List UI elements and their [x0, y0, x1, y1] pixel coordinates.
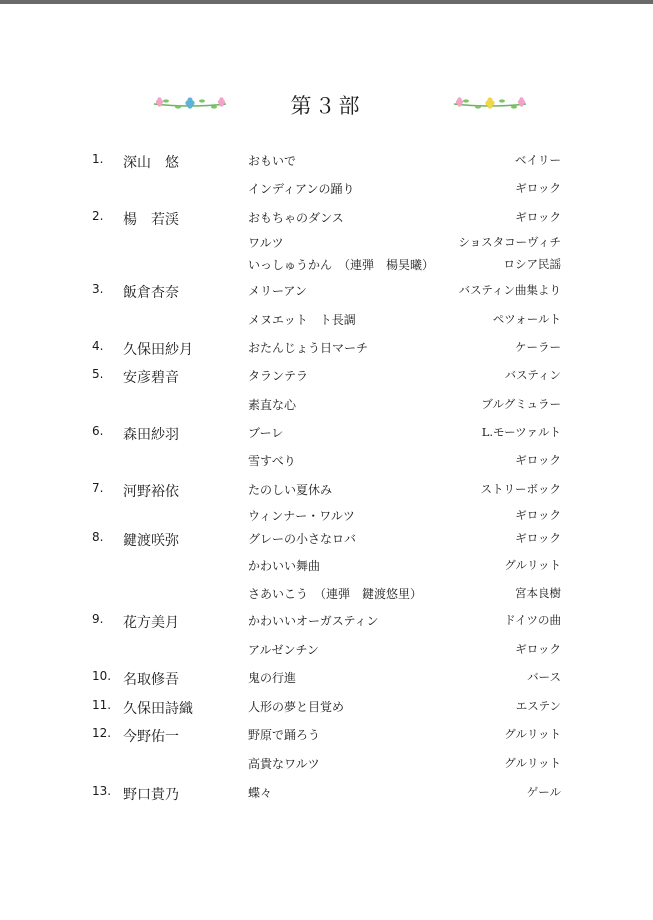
- piece-title: ワルツ: [248, 236, 284, 250]
- program-row: [0, 507, 653, 529]
- composer-name: バース: [527, 670, 561, 684]
- program-row: [0, 282, 653, 304]
- performer-name: 野口貴乃: [123, 787, 179, 803]
- entry-number: 12.: [92, 726, 112, 740]
- piece-title: 雪すべり: [248, 454, 296, 468]
- composer-name: グルリット: [504, 558, 561, 572]
- piece-title: 蝶々: [248, 786, 273, 800]
- composer-name: ベイリー: [515, 153, 561, 167]
- piece-title: タランテラ: [248, 369, 309, 383]
- performer-name: 名取修吾: [123, 672, 179, 688]
- composer-name: グルリット: [504, 756, 561, 770]
- performer-name: 安彦碧音: [123, 370, 179, 386]
- composer-name: バスティン曲集より: [458, 283, 561, 297]
- program-row: [0, 641, 653, 663]
- piece-title: 高貴なワルツ: [248, 757, 320, 771]
- piece-title: おもちゃのダンス: [248, 211, 344, 225]
- entry-number: 11.: [92, 698, 112, 712]
- program-row: [0, 396, 653, 418]
- composer-name: ギロック: [515, 181, 561, 195]
- composer-name: ストリーボック: [480, 482, 561, 496]
- entry-number: 2.: [92, 209, 104, 223]
- program-row: [0, 669, 653, 691]
- program-row: [0, 755, 653, 777]
- composer-name: ギロック: [515, 210, 561, 224]
- composer-name: ドイツの曲: [504, 613, 561, 627]
- performer-name: 森田紗羽: [123, 427, 179, 443]
- piece-title: おたんじょう日マーチ: [248, 341, 369, 355]
- piece-title: 野原で踊ろう: [248, 728, 321, 742]
- performer-name: 花方美月: [123, 615, 179, 631]
- top-border-line: [0, 0, 653, 4]
- section-heading: [0, 90, 653, 120]
- composer-name: ギロック: [515, 453, 561, 467]
- performer-name: 久保田紗月: [123, 342, 193, 358]
- entry-number: 10.: [92, 669, 112, 683]
- entry-number: 8.: [92, 530, 104, 544]
- program-row: [0, 698, 653, 720]
- flower-garland-icon: [452, 94, 528, 112]
- program-row: [0, 180, 653, 202]
- composer-name: ロシア民謡: [503, 257, 561, 271]
- composer-name: ギロック: [515, 531, 561, 545]
- program-row: [0, 726, 653, 748]
- composer-name: ギロック: [515, 508, 561, 522]
- entry-number: 6.: [92, 424, 104, 438]
- piece-title: かわいい舞曲: [248, 559, 321, 573]
- program-row: [0, 452, 653, 474]
- program-row: [0, 784, 653, 806]
- program-row: [0, 339, 653, 361]
- composer-name: ペツォールト: [492, 312, 561, 326]
- piece-title: アルゼンチン: [248, 643, 319, 657]
- piece-title: いっしゅうかん （連弾 楊昊曦）: [248, 258, 435, 272]
- program-row: [0, 367, 653, 389]
- performer-name: 鍵渡咲弥: [123, 533, 179, 549]
- composer-name: L.モーツァルト: [481, 425, 561, 439]
- composer-name: ギロック: [515, 642, 561, 656]
- program-row: [0, 311, 653, 333]
- composer-name: ブルグミュラー: [481, 397, 561, 411]
- entry-number: 7.: [92, 481, 104, 495]
- entry-number: 5.: [92, 367, 104, 381]
- piece-title: たのしい夏休み: [248, 483, 333, 497]
- piece-title: さあいこう （連弾 鍵渡悠里）: [248, 587, 423, 601]
- entry-number: 4.: [92, 339, 104, 353]
- composer-name: ショスタコーヴィチ: [458, 235, 561, 249]
- composer-name: グルリット: [504, 727, 561, 741]
- piece-title: ブーレ: [248, 426, 284, 440]
- program-row: [0, 256, 653, 278]
- program-row: [0, 424, 653, 446]
- piece-title: 鬼の行進: [248, 671, 297, 685]
- program-row: [0, 209, 653, 231]
- piece-title: ウィンナー・ワルツ: [248, 509, 355, 523]
- performer-name: 久保田詩織: [123, 701, 193, 717]
- performer-name: 深山 悠: [123, 155, 179, 171]
- composer-name: エステン: [515, 699, 561, 713]
- piece-title: メヌエット ト長調: [248, 313, 356, 327]
- entry-number: 3.: [92, 282, 104, 296]
- program-row: [0, 557, 653, 579]
- performer-name: 飯倉杏奈: [123, 285, 179, 301]
- performer-name: 河野裕依: [123, 484, 179, 500]
- program-row: [0, 530, 653, 552]
- composer-name: ケーラー: [515, 340, 561, 354]
- piece-title: おもいで: [248, 154, 297, 168]
- entry-number: 13.: [92, 784, 112, 798]
- piece-title: インディアンの踊り: [248, 182, 355, 196]
- piece-title: 素直な心: [248, 398, 297, 412]
- piece-title: メリーアン: [248, 284, 307, 298]
- program-row: [0, 481, 653, 503]
- piece-title: 人形の夢と目覚め: [248, 700, 345, 714]
- composer-name: バスティン: [504, 368, 561, 382]
- page-title: 第３部: [290, 94, 363, 118]
- composer-name: ゲール: [526, 785, 561, 799]
- piece-title: グレーの小さなロバ: [248, 532, 357, 546]
- performer-name: 今野佑一: [123, 729, 179, 745]
- program-row: [0, 234, 653, 256]
- entry-number: 9.: [92, 612, 104, 626]
- performer-name: 楊 若渓: [123, 212, 179, 228]
- program-row: [0, 585, 653, 607]
- entry-number: 1.: [92, 152, 104, 166]
- program-row: [0, 152, 653, 174]
- composer-name: 宮本良樹: [515, 586, 561, 600]
- program-row: [0, 612, 653, 634]
- piece-title: かわいいオーガスティン: [248, 614, 379, 628]
